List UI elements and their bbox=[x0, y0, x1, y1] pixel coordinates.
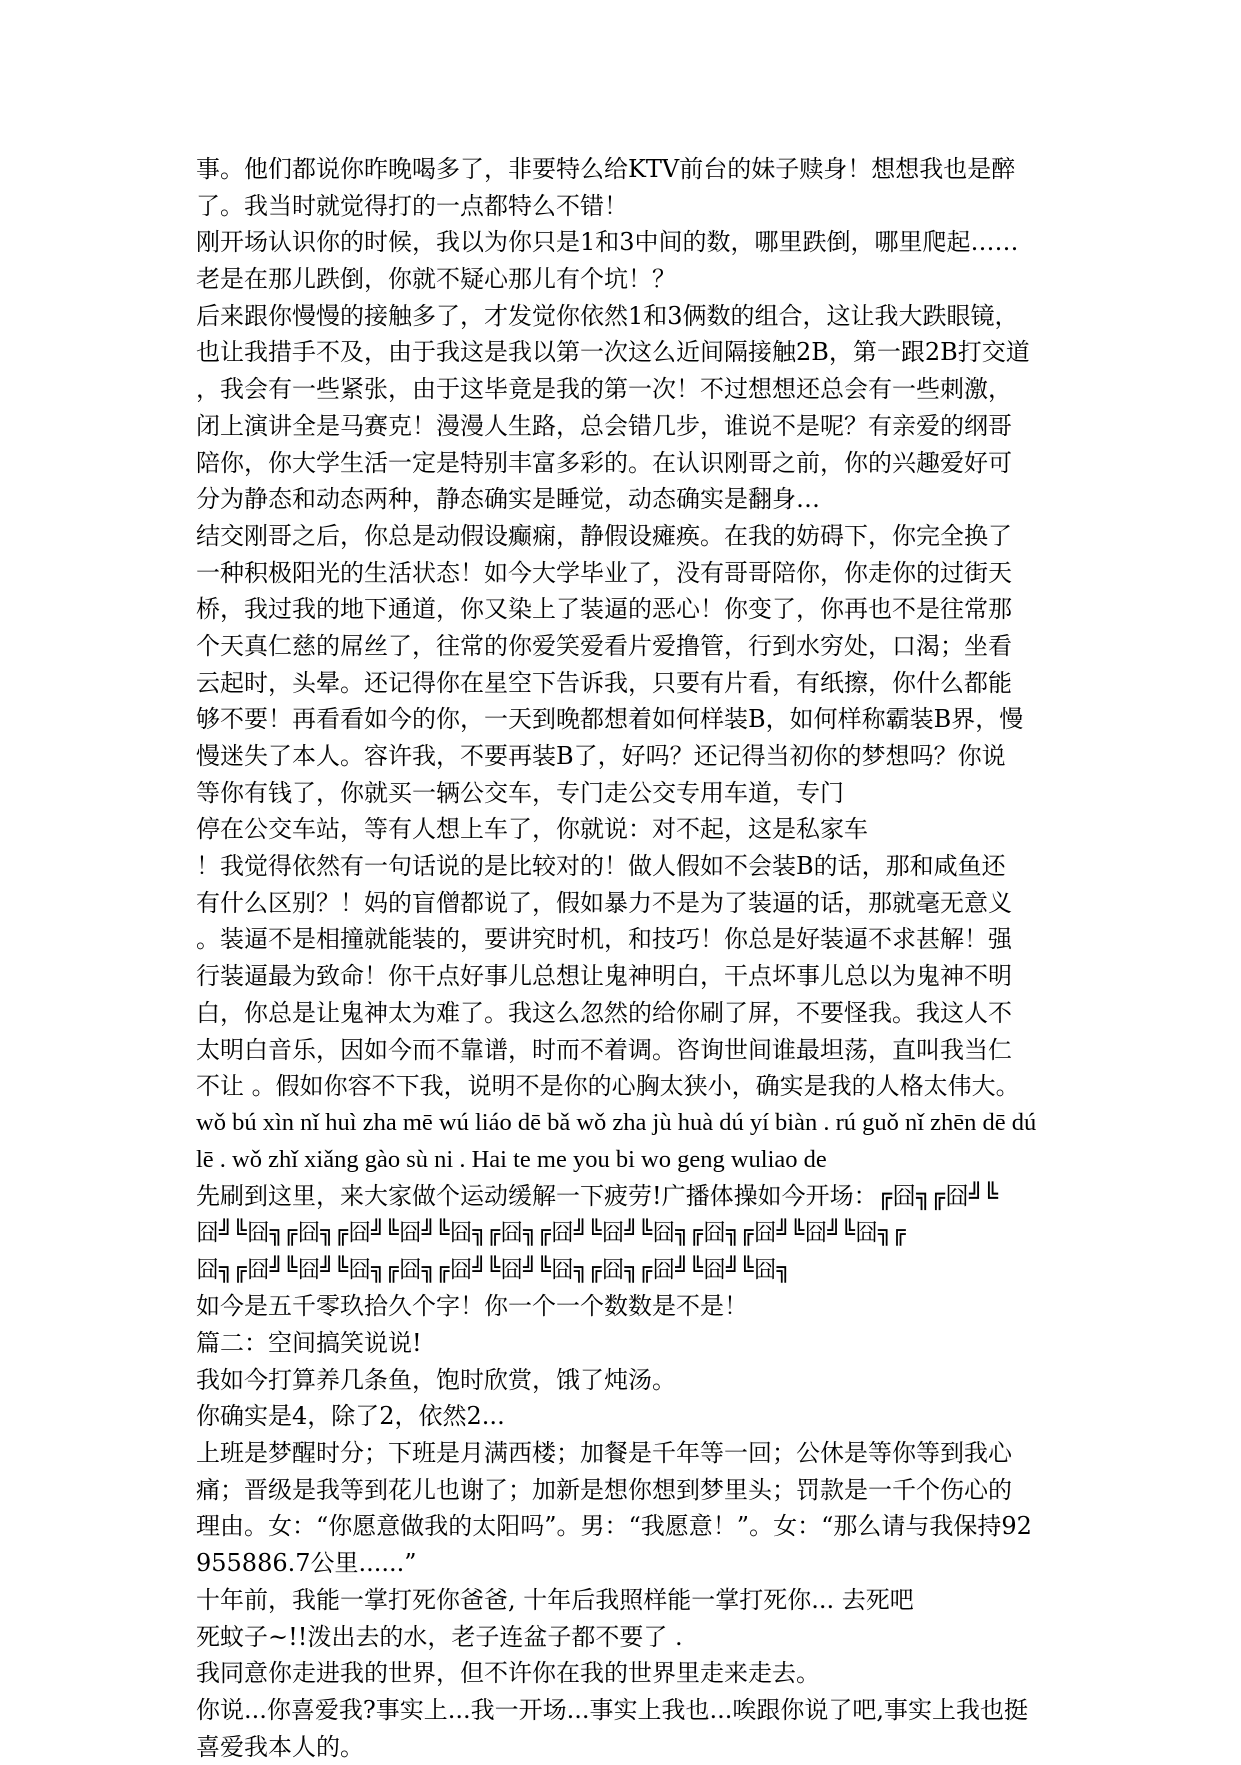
jiong-emoticon-line: 囧╝╚囧╗╔囧╗╔囧╝╚囧╝╚囧╗╔囧╗╔囧╝╚囧╝╚囧╗╔囧╗╔囧╝╚囧╝╚囧╗╔ bbox=[196, 1219, 906, 1246]
text-line: 白，你总是让鬼神太为难了。我这么忽然的给你刷了屏，不要怪我。我这人不 bbox=[196, 998, 1012, 1027]
text-line: 后来跟你慢慢的接触多了，才发觉你依然1和3俩数的组合，这让我大跌眼镜， bbox=[196, 301, 1019, 330]
document-body bbox=[196, 151, 1060, 1765]
text-line: 闭上演讲全是马赛克！漫漫人生路，总会错几步，谁说不是呢？有亲爱的纲哥 bbox=[196, 411, 1012, 440]
text-line: 也让我措手不及，由于我这是我以第一次这么近间隔接触2B，第一跟2B打交道 bbox=[196, 338, 1030, 367]
pinyin-line: wǒ bú xìn nǐ huì zha mē wú liáo dē bǎ wǒ zha jù huà dú yí biàn . rú guǒ nǐ zhēn dē dú bbox=[196, 1108, 1037, 1136]
text-line: 老是在那儿跌倒，你就不疑心那儿有个坑！？ bbox=[196, 265, 676, 294]
text-line: 理由。女：“你愿意做我的太阳吗”。男：“我愿意！”。女：“那么请与我保持92 bbox=[196, 1512, 1032, 1541]
text-line: 痛；晋级是我等到花儿也谢了；加新是想你想到梦里头；罚款是一千个伤心的 bbox=[196, 1475, 1012, 1504]
text-line: 分为静态和动态两种，静态确实是睡觉，动态确实是翻身… bbox=[196, 485, 820, 514]
text-line: 你确实是4，除了2，依然2... bbox=[196, 1402, 505, 1431]
text-line: 个天真仁慈的屌丝了，往常的你爱笑爱看片爱撸管，行到水穷处，口渴；坐看 bbox=[196, 631, 1012, 660]
jiong-emoticon-line: 囧╗╔囧╝╚囧╝╚囧╗╔囧╗╔囧╝╚囧╝╚囧╗╔囧╗╔囧╝╚囧╝╚囧╗ bbox=[196, 1256, 791, 1283]
text-line: ！我觉得依然有一句话说的是比较对的！做人假如不会装B的话，那和咸鱼还 bbox=[196, 852, 1006, 881]
text-line: 结交刚哥之后，你总是动假设癫痫，静假设瘫痪。在我的妨碍下，你完全换了 bbox=[196, 521, 1012, 550]
text-line: 够不要！再看看如今的你，一天到晚都想着如何样装B，如何样称霸装B界，慢 bbox=[196, 705, 1024, 734]
text-line: 陪你，你大学生活一定是特别丰富多彩的。在认识刚哥之前，你的兴趣爱好可 bbox=[196, 448, 1012, 477]
text-line: 事。他们都说你昨晚喝多了，非要特么给KTV前台的妹子赎身！想想我也是醉 bbox=[196, 155, 1016, 183]
text-line: 桥，我过我的地下通道，你又染上了装逼的恶心！你变了，你再也不是往常那 bbox=[196, 595, 1012, 624]
pinyin-line: lē . wǒ zhǐ xiǎng gào sù ni . Hai te me you bi wo geng wuliao de bbox=[196, 1145, 827, 1173]
text-line: 如今是五千零玖拾久个字！你一个一个数数是不是！ bbox=[196, 1292, 748, 1321]
section-heading: 篇二：空间搞笑说说! bbox=[196, 1329, 422, 1357]
text-line: ，我会有一些紧张，由于这毕竟是我的第一次！不过想想还总会有一些刺激， bbox=[196, 375, 1012, 404]
text-line: 不让 。假如你容不下我，说明不是你的心胸太狭小，确实是我的人格太伟大。 bbox=[196, 1072, 1020, 1101]
text-line: 上班是梦醒时分；下班是月满西楼；加餐是千年等一回；公休是等你等到我心 bbox=[196, 1439, 1012, 1468]
text-line: 。装逼不是相撞就能装的，要讲究时机，和技巧！你总是好装逼不求甚解！强 bbox=[196, 925, 1012, 954]
text-line: 955886.7公里......” bbox=[196, 1549, 417, 1578]
text-line: 云起时，头晕。还记得你在星空下告诉我，只要有片看，有纸擦，你什么都能 bbox=[196, 668, 1012, 697]
text-line: 一种积极阳光的生活状态！如今大学毕业了，没有哥哥陪你，你走你的过街天 bbox=[196, 558, 1012, 587]
text-line: 我同意你走进我的世界，但不许你在我的世界里走来走去。 bbox=[196, 1659, 820, 1688]
text-line: 行装逼最为致命！你干点好事儿总想让鬼神明白，干点坏事儿总以为鬼神不明 bbox=[196, 962, 1012, 991]
text-line: 先刷到这里，来大家做个运动缓解一下疲劳!广播体操如今开场：╔囧╗╔囧╝╚ bbox=[196, 1182, 998, 1211]
text-line: 喜爱我本人的。 bbox=[196, 1732, 364, 1761]
text-line: 你说...你喜爱我?事实上...我一开场...事实上我也...唉跟你说了吧,事实上我也挺 bbox=[196, 1695, 1029, 1724]
text-line: 停在公交车站，等有人想上车了，你就说：对不起，这是私家车 bbox=[196, 815, 868, 844]
text-line: 了。我当时就觉得打的一点都特么不错！ bbox=[196, 191, 628, 220]
text-line: 等你有钱了，你就买一辆公交车，专门走公交专用车道，专门 bbox=[196, 778, 844, 807]
text-line: 有什么区别？！妈的盲僧都说了，假如暴力不是为了装逼的话，那就毫无意义 bbox=[196, 888, 1012, 917]
text-line: 我如今打算养几条鱼，饱时欣赏，饿了炖汤。 bbox=[196, 1365, 676, 1394]
text-line: 刚开场认识你的时候，我以为你只是1和3中间的数，哪里跌倒，哪里爬起…… bbox=[196, 228, 1019, 257]
text-line: 死蚊子~!!泼出去的水，老子连盆子都不要了 . bbox=[196, 1622, 683, 1651]
text-line: 慢迷失了本人。容许我，不要再装B了，好吗？还记得当初你的梦想吗？你说 bbox=[196, 742, 1006, 770]
text-line: 太明白音乐，因如今而不靠谱，时而不着调。咨询世间谁最坦荡，直叫我当仁 bbox=[196, 1035, 1012, 1064]
text-line: 十年前，我能一掌打死你爸爸, 十年后我照样能一掌打死你... 去死吧 bbox=[196, 1585, 914, 1614]
